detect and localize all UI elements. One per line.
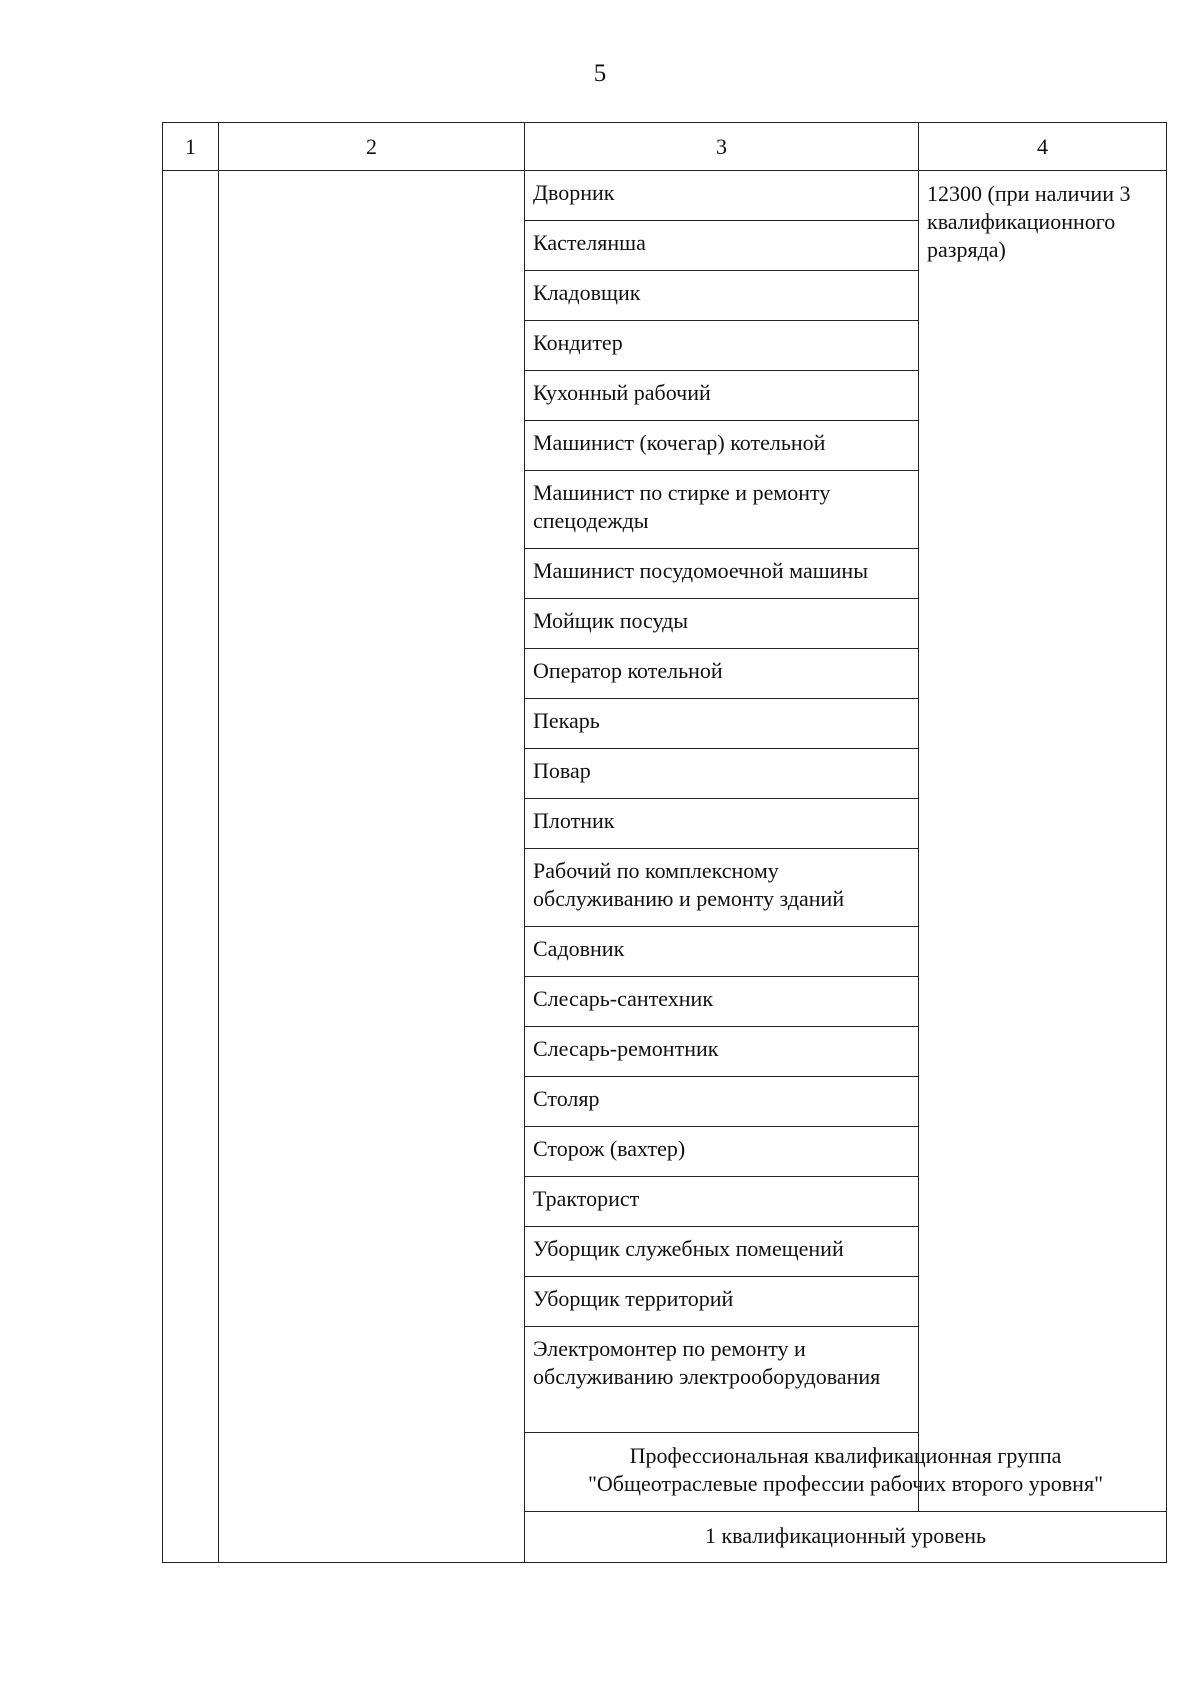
group-title-line-2: "Общеотраслевые профессии рабочих второго уровня" [587, 1471, 1104, 1496]
profession-cell: Плотник [525, 799, 919, 849]
salary-table [162, 122, 1167, 1563]
group-title-line-1: Профессиональная квалификационная группа [629, 1443, 1062, 1468]
profession-cell: Электромонтер по ремонту и обслуживанию электрооборудования [525, 1327, 919, 1433]
salary-cell: 12300 (при наличии 3 квалификационного разряда) [919, 171, 1167, 1512]
profession-cell: Уборщик территорий [525, 1277, 919, 1327]
qualification-group-title [525, 1433, 1167, 1512]
profession-cell: Тракторист [525, 1177, 919, 1227]
profession-cell: Повар [525, 749, 919, 799]
header-col-3: 3 [525, 123, 919, 171]
profession-cell: Дворник [525, 171, 919, 221]
profession-cell: Рабочий по комплексному обслуживанию и ремонту зданий [525, 849, 919, 927]
table-header-row [163, 123, 1167, 171]
profession-cell: Машинист по стирке и ремонту спецодежды [525, 471, 919, 549]
profession-cell: Слесарь-сантехник [525, 977, 919, 1027]
col-1-cell [163, 171, 219, 1563]
profession-cell: Сторож (вахтер) [525, 1127, 919, 1177]
profession-cell: Кастелянша [525, 221, 919, 271]
profession-cell: Кладовщик [525, 271, 919, 321]
profession-cell: Оператор котельной [525, 649, 919, 699]
profession-cell: Столяр [525, 1077, 919, 1127]
profession-cell: Мойщик посуды [525, 599, 919, 649]
profession-cell: Машинист (кочегар) котельной [525, 421, 919, 471]
profession-cell: Слесарь-ремонтник [525, 1027, 919, 1077]
header-col-4: 4 [919, 123, 1167, 171]
table-row [163, 171, 1167, 221]
page-number: 5 [593, 60, 607, 87]
profession-cell: Уборщик служебных помещений [525, 1227, 919, 1277]
profession-cell: Пекарь [525, 699, 919, 749]
col-2-cell [219, 171, 525, 1563]
profession-cell: Кондитер [525, 321, 919, 371]
qualification-level: 1 квалификационный уровень [525, 1512, 1167, 1563]
header-col-2: 2 [219, 123, 525, 171]
profession-cell: Кухонный рабочий [525, 371, 919, 421]
header-col-1: 1 [163, 123, 219, 171]
profession-cell: Садовник [525, 927, 919, 977]
profession-cell: Машинист посудомоечной машины [525, 549, 919, 599]
